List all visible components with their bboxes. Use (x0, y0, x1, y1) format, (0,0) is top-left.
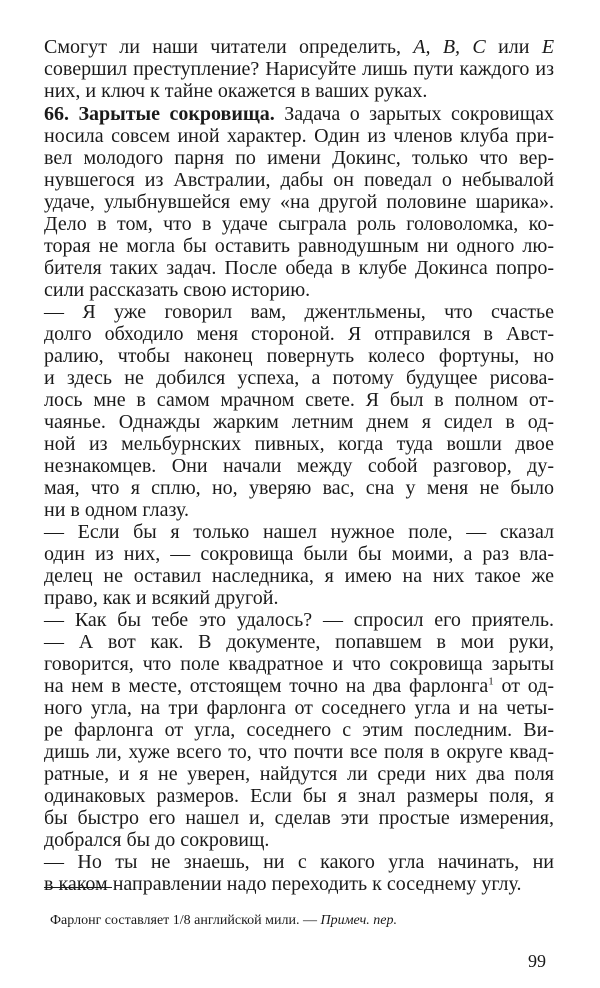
dialogue-line-3: делец не оставил наследника, я имею на них такое же (44, 565, 554, 587)
story-line-2: долго обходило меня стороной. Я отправился в Авст- (44, 323, 554, 345)
intro-text: Смогут ли наши читатели определить, (44, 36, 401, 58)
intro-line-3: них, и ключ к тайне окажется в ваших руках. (44, 80, 428, 102)
problem-line-5: удаче, улыбнувшейся ему «на другой половине шарика». (44, 191, 554, 213)
problem-title: 66. Зарытые сокровища. (44, 103, 275, 125)
closing-line-2: в каком направлении надо переходить к соседнему углу. (44, 873, 522, 895)
closing-line-1: — Но ты не знаешь, ни с какого угла начинать, ни (44, 851, 554, 873)
dialogue-line-11: дишь ли, хуже всего то, что почти все поля в округе квад- (44, 741, 554, 763)
dialogue-text: на нем в месте, отстоящем точно на два фарлонга (44, 675, 489, 697)
dialogue-line-8 (44, 675, 554, 697)
problem-line-2: носила совсем иной характер. Один из членов клуба при- (44, 125, 554, 147)
story-line-6: чаянье. Однажды жарким летним днем я сидел в од- (44, 411, 554, 433)
dialogue-line-6: — А вот как. В документе, попавшем в мои руки, (44, 631, 554, 653)
story-line-5: лось мне в самом мрачном свете. Я был в полном от- (44, 389, 554, 411)
intro-line-1 (44, 36, 554, 58)
problem-line-8: бителя таких задач. После обеда в клубе Докинса попро- (44, 257, 554, 279)
dialogue-line-4: право, как и всякий другой. (44, 587, 279, 609)
footnote-text-after: английской мили. — (194, 913, 318, 928)
dialogue-line-5: — Как бы тебе это удалось? — спросил его приятель. (44, 609, 554, 631)
dialogue-line-9: ного угла, на три фарлонга от соседнего угла и на четы- (44, 697, 554, 719)
problem-line-1 (44, 103, 554, 125)
story-line-8: незнакомцев. Они начали между собой разговор, ду- (44, 455, 554, 477)
page-number: 99 (528, 951, 546, 971)
footnote-marker: 1 (488, 675, 494, 688)
story-line-1: — Я уже говорил вам, джентльмены, что счастье (44, 301, 554, 323)
footnote-editor-note: Примеч. пер. (320, 913, 397, 928)
intro-line-2: совершил преступление? Нарисуйте лишь пути каждого из (44, 58, 554, 80)
dialogue-line-15: добрался бы до сокровищ. (44, 829, 270, 851)
dialogue-line-2: один из них, — сокровища были бы моими, а раз вла- (44, 543, 554, 565)
story-line-9: мая, что я сплю, но, уверяю вас, сна у меня не было (44, 477, 554, 499)
footnote-text: Фарлонг составляет (50, 913, 170, 928)
suspect-letters: A, B, C (413, 36, 486, 58)
footnote-fraction: 1/8 (172, 913, 191, 928)
problem-text: Задача о зарытых сокровищах (284, 103, 555, 125)
story-line-10: ни в одном глазу. (44, 499, 189, 521)
suspect-letter-e: E (541, 36, 555, 58)
dialogue-text-tail: от од- (501, 675, 554, 697)
story-line-4: и здесь не добился успеха, а потому будущее рисова- (44, 367, 554, 389)
dialogue-line-7: говорится, что поле квадратное и что сокровища зарыты (44, 653, 554, 675)
problem-line-4: нувшегося из Австралии, дабы он поведал о небывалой (44, 169, 554, 191)
dialogue-line-1: — Если бы я только нашел нужное поле, — сказал (44, 521, 554, 543)
story-line-7: ной из мельбурнских пивных, когда туда вошли двое (44, 433, 554, 455)
problem-line-7: торая не могла бы оставить равнодушным ни одного лю- (44, 235, 554, 257)
dialogue-line-13: одинаковых размеров. Если бы я знал размеры поля, я (44, 785, 554, 807)
dialogue-line-14: бы быстро его нашел и, сделав эти простые измерения, (44, 807, 554, 829)
intro-or: или (498, 36, 530, 58)
dialogue-line-10: ре фарлонга от угла, соседнего с этим последним. Ви- (44, 719, 554, 741)
problem-line-6: Дело в том, что в удаче сыграла роль головоломка, ко- (44, 213, 554, 235)
dialogue-line-12: ратные, и я не уверен, найдутся ли среди них два поля (44, 763, 554, 785)
story-line-3: ралию, чтобы наконец повернуть колесо фортуны, но (44, 345, 554, 367)
problem-line-3: вел молодого парня по имени Докинс, только что вер- (44, 147, 554, 169)
problem-line-9: сили рассказать свою историю. (44, 279, 311, 301)
footnote (50, 912, 397, 930)
